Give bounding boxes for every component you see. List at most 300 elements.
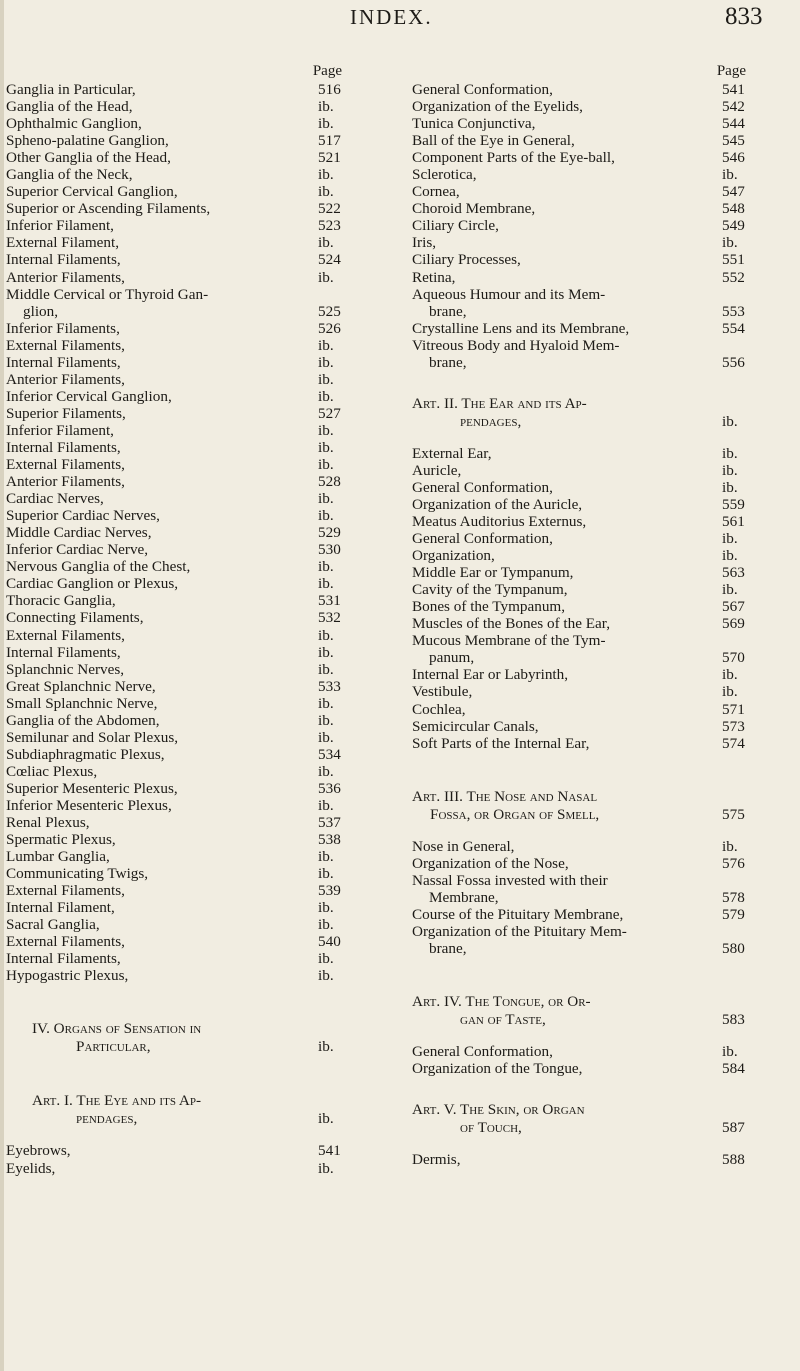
art-iii-page: 575 xyxy=(722,805,745,823)
entry-page: ib. xyxy=(318,98,334,116)
art-i-line1: Art. I. The Eye and its Ap- xyxy=(32,1092,202,1110)
entry-label: External Filaments, xyxy=(6,882,125,900)
index-entry xyxy=(6,286,366,303)
entry-label-cont: panum, xyxy=(429,649,475,667)
index-entry-continuation xyxy=(412,889,770,906)
entry-label: Semilunar and Solar Plexus, xyxy=(6,728,179,746)
entry-page: 530 xyxy=(318,541,341,559)
art-iii-line1: Art. III. The Nose and Nasal xyxy=(412,787,598,805)
index-entry xyxy=(6,831,366,848)
entry-label: Internal Filaments, xyxy=(6,353,121,371)
art-i-entries xyxy=(6,1142,366,1176)
art-iv-page: 583 xyxy=(722,1010,745,1028)
entry-page: 569 xyxy=(722,615,745,633)
entry-page: ib. xyxy=(722,837,738,855)
art-iv-line2: gan of Taste, xyxy=(460,1010,546,1028)
entry-label: Cardiac Nerves, xyxy=(6,490,104,508)
entry-label: Retina, xyxy=(412,268,456,286)
left-page-header: Page xyxy=(312,63,342,79)
entry-label: Organization of the Tongue, xyxy=(412,1060,583,1078)
entry-label: External Ear, xyxy=(412,444,492,462)
index-entry xyxy=(6,678,366,695)
art-v-heading xyxy=(412,1101,770,1137)
right-column xyxy=(412,63,770,1168)
entry-label: Cœliac Plexus, xyxy=(6,762,98,780)
entry-label: Tunica Conjunctiva, xyxy=(412,115,536,133)
index-entry xyxy=(6,183,366,200)
index-entry xyxy=(412,286,770,303)
index-entry xyxy=(6,115,366,132)
art-iv-heading xyxy=(412,993,770,1029)
index-entry xyxy=(412,479,770,496)
right-entries-e xyxy=(412,1151,770,1168)
entry-label: General Conformation, xyxy=(412,81,553,98)
index-entry xyxy=(6,712,366,729)
index-entry xyxy=(412,906,770,923)
index-entry xyxy=(412,81,770,98)
entry-page: ib. xyxy=(722,461,738,479)
art-v-page: 587 xyxy=(722,1119,745,1137)
entry-label: External Filaments, xyxy=(6,933,125,951)
entry-page: ib. xyxy=(318,916,334,934)
index-entry xyxy=(412,564,770,581)
entry-label: Subdiaphragmatic Plexus, xyxy=(6,745,165,763)
page-title: INDEX. xyxy=(350,5,433,29)
entry-label: External Filaments, xyxy=(6,456,125,474)
entry-page: ib. xyxy=(318,899,334,917)
entry-label: General Conformation, xyxy=(412,478,553,496)
index-entry xyxy=(6,661,366,678)
index-entry xyxy=(412,269,770,286)
entry-page: ib. xyxy=(722,234,738,252)
index-entry xyxy=(412,701,770,718)
index-entry xyxy=(412,98,770,115)
entry-label: Renal Plexus, xyxy=(6,814,90,832)
entry-label: Organization of the Auricle, xyxy=(412,495,583,513)
index-entry xyxy=(412,183,770,200)
entry-page: ib. xyxy=(318,490,334,508)
entry-page: ib. xyxy=(722,666,738,684)
index-entry xyxy=(412,683,770,700)
index-entry xyxy=(6,405,366,422)
left-column xyxy=(6,63,366,1177)
entry-label: Connecting Filaments, xyxy=(6,609,144,627)
index-entry xyxy=(6,388,366,405)
art-i-page: ib. xyxy=(318,1110,334,1128)
entry-page: ib. xyxy=(318,353,334,371)
entry-page: ib. xyxy=(318,456,334,474)
entry-page: ib. xyxy=(722,1042,738,1060)
art-i-heading xyxy=(6,1092,366,1128)
entry-label: Great Splanchnic Nerve, xyxy=(6,677,156,695)
entry-label: Cochlea, xyxy=(412,700,466,718)
entry-page: 552 xyxy=(722,268,745,286)
entry-label: Vestibule, xyxy=(412,683,473,701)
entry-page: 570 xyxy=(722,649,745,667)
entry-label: Crystalline Lens and its Membrane, xyxy=(412,319,630,337)
index-entry xyxy=(6,865,366,882)
entry-label: Aqueous Humour and its Mem- xyxy=(412,285,606,303)
index-entry-continuation xyxy=(412,303,770,320)
art-i-line2: pendages, xyxy=(76,1110,138,1128)
entry-page: 517 xyxy=(318,132,341,150)
entry-page: ib. xyxy=(722,444,738,462)
index-entry xyxy=(412,200,770,217)
index-entry xyxy=(412,547,770,564)
entry-label: Inferior Cervical Ganglion, xyxy=(6,387,172,405)
entry-label: External Filament, xyxy=(6,234,120,252)
entry-label: Communicating Twigs, xyxy=(6,865,149,883)
right-entries-b xyxy=(412,445,770,752)
index-entry xyxy=(6,882,366,899)
entry-page: ib. xyxy=(318,865,334,883)
entry-page: ib. xyxy=(318,166,334,184)
entry-page: ib. xyxy=(722,166,738,184)
entry-page: 542 xyxy=(722,98,745,116)
index-entry xyxy=(6,234,366,251)
entry-page: ib. xyxy=(318,183,334,201)
art-iii-heading xyxy=(412,788,770,824)
entry-page: 563 xyxy=(722,564,745,582)
entry-label: Nassal Fossa invested with their xyxy=(412,871,608,889)
entry-label: Ganglia in Particular, xyxy=(6,81,136,98)
index-entry xyxy=(412,581,770,598)
entry-label: Spheno-palatine Ganglion, xyxy=(6,132,169,150)
index-entry xyxy=(412,1151,770,1168)
index-entry xyxy=(6,98,366,115)
art-ii-line1: Art. II. The Ear and its Ap- xyxy=(412,394,587,412)
entry-label-cont: brane, xyxy=(429,353,467,371)
entry-page: 538 xyxy=(318,831,341,849)
index-entry xyxy=(6,200,366,217)
entry-label: Mucous Membrane of the Tym- xyxy=(412,632,606,650)
entry-page: ib. xyxy=(318,762,334,780)
index-entry xyxy=(6,797,366,814)
entry-page: 521 xyxy=(318,149,341,167)
index-entry xyxy=(6,490,366,507)
entry-page: ib. xyxy=(318,507,334,525)
entry-label: Cavity of the Tympanum, xyxy=(412,581,568,599)
index-entry xyxy=(412,838,770,855)
entry-label: Internal Ear or Labyrinth, xyxy=(412,666,569,684)
index-entry xyxy=(412,735,770,752)
entry-page: 579 xyxy=(722,905,745,923)
index-entry xyxy=(412,1060,770,1077)
right-entries-c xyxy=(412,838,770,957)
entry-label: Middle Ear or Tympanum, xyxy=(412,564,574,582)
entry-label: Organization of the Nose, xyxy=(412,854,569,872)
entry-page: ib. xyxy=(318,421,334,439)
entry-page: 553 xyxy=(722,302,745,320)
entry-page: ib. xyxy=(318,115,334,133)
entry-label: Middle Cervical or Thyroid Gan- xyxy=(6,285,209,303)
index-entry xyxy=(412,513,770,530)
index-entry xyxy=(412,234,770,251)
index-entry xyxy=(6,780,366,797)
index-entry xyxy=(6,422,366,439)
art-iv-line1: Art. IV. The Tongue, or Or- xyxy=(412,992,591,1010)
entry-label: Eyebrows, xyxy=(6,1142,71,1160)
entry-page: 571 xyxy=(722,700,745,718)
entry-page: ib. xyxy=(722,478,738,496)
index-entry xyxy=(6,575,366,592)
entry-label-cont: brane, xyxy=(429,939,467,957)
entry-page: 574 xyxy=(722,734,745,752)
index-entry xyxy=(6,166,366,183)
entry-label: Nervous Ganglia of the Chest, xyxy=(6,558,191,576)
entry-label: Hypogastric Plexus, xyxy=(6,967,129,985)
entry-page: 545 xyxy=(722,132,745,150)
entry-page: ib. xyxy=(318,387,334,405)
entry-label: General Conformation, xyxy=(412,1042,553,1060)
entry-label: Soft Parts of the Internal Ear, xyxy=(412,734,590,752)
entry-page: 584 xyxy=(722,1060,745,1078)
entry-page: 525 xyxy=(318,302,341,320)
entry-page: ib. xyxy=(318,643,334,661)
index-entry xyxy=(412,496,770,513)
index-entry xyxy=(6,81,366,98)
index-entry xyxy=(6,916,366,933)
entry-label: Eyelids, xyxy=(6,1159,56,1177)
section-iv-line2: Particular, xyxy=(76,1038,151,1056)
entry-page: ib. xyxy=(722,581,738,599)
index-entry xyxy=(412,615,770,632)
entry-page: 524 xyxy=(318,251,341,269)
index-entry xyxy=(412,872,770,889)
entry-page: 529 xyxy=(318,524,341,542)
entry-page: 578 xyxy=(722,888,745,906)
index-entry xyxy=(6,439,366,456)
art-iii-line2: Fossa, or Organ of Smell, xyxy=(430,805,600,823)
left-entries xyxy=(6,81,366,984)
entry-page: ib. xyxy=(318,234,334,252)
index-entry xyxy=(6,456,366,473)
index-entry xyxy=(6,149,366,166)
index-entry xyxy=(6,132,366,149)
index-entry xyxy=(412,462,770,479)
entry-label: Choroid Membrane, xyxy=(412,200,536,218)
index-entry xyxy=(6,473,366,490)
index-entry xyxy=(6,1142,366,1159)
entry-label: Anterior Filaments, xyxy=(6,268,125,286)
index-entry xyxy=(412,1043,770,1060)
entry-label: Organization of the Pituitary Mem- xyxy=(412,922,627,940)
entry-page: 534 xyxy=(318,745,341,763)
entry-page: 522 xyxy=(318,200,341,218)
entry-page: 567 xyxy=(722,598,745,616)
index-entry xyxy=(6,524,366,541)
entry-page: 554 xyxy=(722,319,745,337)
entry-page: 533 xyxy=(318,677,341,695)
index-entry xyxy=(6,763,366,780)
index-entry xyxy=(6,899,366,916)
index-entry xyxy=(6,729,366,746)
index-entry-continuation xyxy=(412,649,770,666)
entry-label: Superior Mesenteric Plexus, xyxy=(6,779,178,797)
entry-page: 548 xyxy=(722,200,745,218)
entry-page: ib. xyxy=(318,694,334,712)
entry-label: Thoracic Ganglia, xyxy=(6,592,116,610)
index-entry xyxy=(6,558,366,575)
entry-label: Sclerotica, xyxy=(412,166,477,184)
entry-label: Vitreous Body and Hyaloid Mem- xyxy=(412,336,620,354)
entry-label-cont: glion, xyxy=(23,302,59,320)
entry-page: ib. xyxy=(318,438,334,456)
entry-label: Inferior Mesenteric Plexus, xyxy=(6,796,172,814)
entry-label: Cardiac Ganglion or Plexus, xyxy=(6,575,179,593)
index-entry xyxy=(6,1160,366,1177)
entry-label: Meatus Auditorius Externus, xyxy=(412,512,587,530)
entry-label: Internal Filaments, xyxy=(6,251,121,269)
index-entry xyxy=(412,855,770,872)
entry-label: Ophthalmic Ganglion, xyxy=(6,115,142,133)
entry-page: 576 xyxy=(722,854,745,872)
entry-page: ib. xyxy=(318,796,334,814)
entry-label: Spermatic Plexus, xyxy=(6,831,116,849)
art-v-line1: Art. V. The Skin, or Organ xyxy=(412,1101,585,1119)
index-entry-continuation xyxy=(6,303,366,320)
section-iv-page: ib. xyxy=(318,1038,334,1056)
entry-page: 540 xyxy=(318,933,341,951)
entry-page: ib. xyxy=(318,728,334,746)
entry-label: External Filaments, xyxy=(6,626,125,644)
index-entry xyxy=(6,592,366,609)
entry-label: Anterior Filaments, xyxy=(6,370,125,388)
index-entry-continuation xyxy=(412,354,770,371)
entry-label: Organization of the Eyelids, xyxy=(412,98,583,116)
right-entries-d xyxy=(412,1043,770,1077)
entry-page: ib. xyxy=(722,683,738,701)
art-v-line2: of Touch, xyxy=(460,1119,522,1137)
entry-label: Ganglia of the Abdomen, xyxy=(6,711,160,729)
index-entry xyxy=(6,269,366,286)
entry-label: General Conformation, xyxy=(412,530,553,548)
index-entry xyxy=(412,598,770,615)
entry-page: ib. xyxy=(318,626,334,644)
entry-page: ib. xyxy=(318,711,334,729)
entry-label: Superior Cervical Ganglion, xyxy=(6,183,178,201)
entry-page: ib. xyxy=(318,1159,334,1177)
entry-label: Inferior Filament, xyxy=(6,217,114,235)
entry-page: 532 xyxy=(318,609,341,627)
entry-label: Ball of the Eye in General, xyxy=(412,132,575,150)
entry-page: ib. xyxy=(722,547,738,565)
index-entry xyxy=(412,251,770,268)
entry-page: ib. xyxy=(318,370,334,388)
right-entries-a xyxy=(412,81,770,371)
entry-page: 541 xyxy=(722,81,745,98)
index-entry xyxy=(6,644,366,661)
index-entry xyxy=(6,967,366,984)
entry-label: Organization, xyxy=(412,547,495,565)
entry-page: 547 xyxy=(722,183,745,201)
section-iv-heading xyxy=(6,1020,366,1056)
art-ii-line2: pendages, xyxy=(460,412,522,430)
entry-label: Inferior Filaments, xyxy=(6,319,120,337)
entry-label: Superior or Ascending Filaments, xyxy=(6,200,211,218)
entry-page: 516 xyxy=(318,81,341,98)
entry-page: ib. xyxy=(318,268,334,286)
entry-label: Lumbar Ganglia, xyxy=(6,848,110,866)
art-ii-heading xyxy=(412,395,770,431)
entry-label: Ganglia of the Head, xyxy=(6,98,133,116)
index-entry xyxy=(6,627,366,644)
index-entry xyxy=(412,445,770,462)
entry-label: Internal Filament, xyxy=(6,899,115,917)
index-entry xyxy=(6,507,366,524)
entry-label-cont: brane, xyxy=(429,302,467,320)
index-entry xyxy=(412,337,770,354)
index-entry xyxy=(412,530,770,547)
index-entry xyxy=(6,337,366,354)
entry-page: ib. xyxy=(318,848,334,866)
entry-label: Other Ganglia of the Head, xyxy=(6,149,171,167)
index-entry xyxy=(6,933,366,950)
entry-page: 559 xyxy=(722,495,745,513)
index-entry xyxy=(6,950,366,967)
entry-label: Ciliary Circle, xyxy=(412,217,499,235)
index-entry xyxy=(6,695,366,712)
index-entry xyxy=(412,217,770,234)
entry-page: ib. xyxy=(318,336,334,354)
entry-page: 531 xyxy=(318,592,341,610)
entry-label-cont: Membrane, xyxy=(429,888,499,906)
index-entry xyxy=(412,632,770,649)
entry-label: Internal Filaments, xyxy=(6,438,121,456)
art-ii-page: ib. xyxy=(722,412,738,430)
entry-page: ib. xyxy=(722,530,738,548)
entry-label: Ganglia of the Neck, xyxy=(6,166,133,184)
entry-page: 561 xyxy=(722,512,745,530)
entry-page: 527 xyxy=(318,404,341,422)
entry-page: 580 xyxy=(722,939,745,957)
entry-page: 523 xyxy=(318,217,341,235)
entry-page: 546 xyxy=(722,149,745,167)
entry-page: 551 xyxy=(722,251,745,269)
index-entry xyxy=(6,217,366,234)
entry-label: Superior Filaments, xyxy=(6,404,126,422)
index-entry xyxy=(6,371,366,388)
entry-label: Middle Cardiac Nerves, xyxy=(6,524,152,542)
entry-label: Component Parts of the Eye-ball, xyxy=(412,149,615,167)
entry-page: 544 xyxy=(722,115,745,133)
index-entry xyxy=(6,814,366,831)
entry-label: Internal Filaments, xyxy=(6,950,121,968)
entry-label: Superior Cardiac Nerves, xyxy=(6,507,160,525)
entry-label: Dermis, xyxy=(412,1151,461,1169)
entry-label: Bones of the Tympanum, xyxy=(412,598,566,616)
entry-page: 536 xyxy=(318,779,341,797)
entry-label: Inferior Cardiac Nerve, xyxy=(6,541,149,559)
entry-label: Ciliary Processes, xyxy=(412,251,521,269)
index-entry xyxy=(412,320,770,337)
index-entry xyxy=(412,923,770,940)
entry-label: Muscles of the Bones of the Ear, xyxy=(412,615,611,633)
entry-page: 573 xyxy=(722,717,745,735)
entry-page: ib. xyxy=(318,660,334,678)
index-entry xyxy=(412,666,770,683)
entry-page: 537 xyxy=(318,814,341,832)
index-entry xyxy=(412,115,770,132)
entry-label: Nose in General, xyxy=(412,837,515,855)
entry-label: Course of the Pituitary Membrane, xyxy=(412,905,624,923)
entry-label: Inferior Filament, xyxy=(6,421,114,439)
entry-page: 528 xyxy=(318,473,341,491)
index-entry xyxy=(6,354,366,371)
entry-label: Auricle, xyxy=(412,461,462,479)
entry-label: External Filaments, xyxy=(6,336,125,354)
entry-label: Splanchnic Nerves, xyxy=(6,660,125,678)
